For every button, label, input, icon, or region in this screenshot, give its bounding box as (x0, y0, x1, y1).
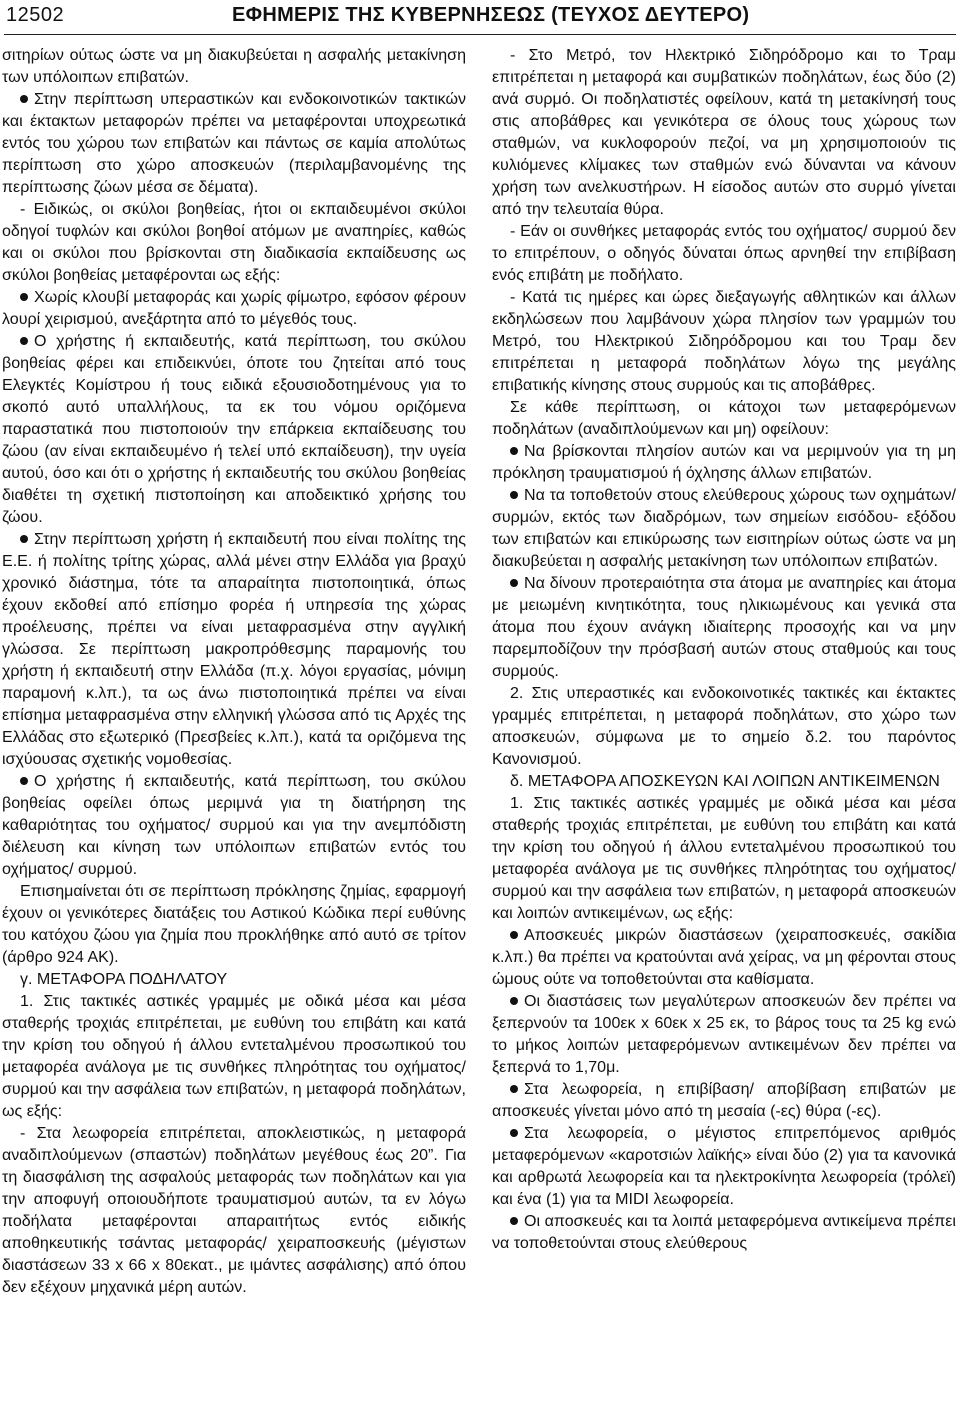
bullet-icon (20, 337, 28, 345)
paragraph (492, 286, 956, 396)
paragraph (2, 286, 466, 330)
paragraph (2, 198, 466, 286)
bullet-icon (510, 1129, 518, 1137)
paragraph-text: Ο χρήστης ή εκπαιδευτής, κατά περίπτωση, του σκύλου βοηθείας φέρει και επιδεικνύει, όποτε του ζητείται από τους Ελεγκτές Κομίστρου ή τους ειδικά εξουσιοδοτημένους για το σκοπό αυτό υπαλλήλους, τα εκ του νόμου οριζόμενα παραστατικά που πιστοποιούν την επάρκεια εκπαίδευσης του ζώου (αν είναι εκπαιδευμένο ή τελεί υπό εκπαίδευση), την υγεία αυτού, όσο και ότι ο χρήστης ή εκπαιδευτής του σκύλου βοηθείας διαθέτει τη σχετική πιστοποίηση και αποδεικτικό χρήσης του ζώου. (2, 332, 466, 526)
bullet-icon (20, 535, 28, 543)
paragraph (492, 792, 956, 924)
paragraph-text: 1. Στις τακτικές αστικές γραμμές με οδικά μέσα και μέσα σταθερής τροχιάς επιτρέπεται, με ευθύνη του επιβάτη και κατά την κρίση του οδηγού ή άλλου εντεταλμένου προσωπικού του μεταφορέα ανάλογα με τις συνθήκες πληρότητας του οχήματος/ συρμού και την ασφάλεια των επιβατών, η μεταφορά ποδηλάτων, ως εξής: (2, 992, 466, 1120)
bullet-icon (510, 579, 518, 587)
paragraph-text: 2. Στις υπεραστικές και ενδοκοινοτικές τακτικές και έκτακτες γραμμές επιτρέπεται, η μεταφορά ποδηλάτων, στο χώρο των αποσκευών, σύμφωνα με το σημείο δ.2. του παρόντος Κανονισμού. (492, 684, 956, 768)
bullet-icon (510, 997, 518, 1005)
paragraph (492, 990, 956, 1078)
paragraph-text: Επισημαίνεται ότι σε περίπτωση πρόκλησης ζημίας, εφαρμογή έχουν οι γενικότερες διατάξεις του Αστικού Κώδικα περί ευθύνης του κατόχου ζώου για ζημία που προκλήθηκε από αυτό σε τρίτον (άρθρο 924 ΑΚ). (2, 882, 466, 966)
right-column (492, 44, 956, 1420)
paragraph-text: - Στο Μετρό, τον Ηλεκτρικό Σιδηρόδρομο και το Τραμ επιτρέπεται η μεταφορά και συμβατικών ποδηλάτων, έως δύο (2) ανά συρμό. Οι ποδηλατιστές οφείλουν, κατά τη μετακίνησή τους στις αποβάθρες και γενικότερα σε όλους τους χώρους των σταθμών, να κυκλοφορούν πεζοί, να μη χρησιμοποιούν τις κυλιόμενες κλίμακες των σταθμών ενώ δύνανται να κάνουν χρήση των ανελκυστήρων. Η είσοδος αυτών στο συρμό γίνεται από την τελευταία θύρα. (492, 46, 956, 218)
paragraph-text: Οι διαστάσεις των μεγαλύτερων αποσκευών δεν πρέπει να ξεπερνούν τα 100εκ x 60εκ x 25 εκ, το βάρος τους τα 25 kg ενώ το μήκος λοιπών μεταφερόμενων αντικειμένων δεν πρέπει να ξεπερνά το 1,70μ. (492, 992, 956, 1076)
paragraph-text: Χωρίς κλουβί μεταφοράς και χωρίς φίμωτρο, εφόσον φέρουν λουρί χειρισμού, ανεξάρτητα από το μέγεθός τους. (2, 288, 466, 328)
paragraph (492, 1078, 956, 1122)
paragraph (492, 1210, 956, 1254)
paragraph (492, 44, 956, 220)
paragraph-text: - Κατά τις ημέρες και ώρες διεξαγωγής αθλητικών και άλλων εκδηλώσεων που λαμβάνουν χώρα πλησίον των γραμμών του Μετρό, του Ηλεκτρικού Σιδηρόδρομου και του Τραμ δεν επιτρέπεται η μεταφορά ποδηλάτων λόγω της μεγάλης επιβατικής κίνησης στους συρμούς και τις αποβάθρες. (492, 288, 956, 394)
bullet-icon (510, 1085, 518, 1093)
paragraph-text: γ. ΜΕΤΑΦΟΡΑ ΠΟΔΗΛΑΤΟΥ (20, 970, 228, 988)
header-rule (4, 34, 956, 35)
paragraph-text: σιτηρίων ούτως ώστε να μη διακυβεύεται η ασφαλής μετακίνηση των υπόλοιπων επιβατών. (2, 46, 466, 86)
paragraph-text: 1. Στις τακτικές αστικές γραμμές με οδικά μέσα και μέσα σταθερής τροχιάς επιτρέπεται, με ευθύνη του επιβάτη και κατά την κρίση του οδηγού ή άλλου εντεταλμένου προσωπικού του μεταφορέα ανάλογα με τις συνθήκες πληρότητας του οχήματος/ συρμού και την ασφάλεια των επιβατών, η μεταφορά αποσκευών και λοιπών αντικειμένων, ως εξής: (492, 794, 956, 922)
page-header (4, 2, 956, 32)
paragraph-text: δ. ΜΕΤΑΦΟΡΑ ΑΠΟΣΚΕΥΩΝ ΚΑΙ ΛΟΙΠΩΝ ΑΝΤΙΚΕΙΜΕΝΩΝ (510, 772, 940, 790)
gazette-title: ΕΦΗΜΕΡΙΣ ΤΗΣ ΚΥΒΕΡΝΗΣΕΩΣ (ΤΕΥΧΟΣ ΔΕΥΤΕΡΟ) (232, 4, 750, 26)
paragraph (2, 330, 466, 528)
paragraph (2, 44, 466, 88)
bullet-icon (510, 931, 518, 939)
paragraph (2, 770, 466, 880)
paragraph-text: Αποσκευές μικρών διαστάσεων (χειραποσκευές, σακίδια κ.λπ.) θα πρέπει να κρατούνται ανά χείρας, να μη φέρονται στους ώμους ούτε να τοποθετούνται στα καθίσματα. (492, 926, 956, 988)
paragraph (2, 1122, 466, 1298)
bullet-icon (20, 293, 28, 301)
paragraph (2, 880, 466, 968)
section-heading (492, 770, 956, 792)
paragraph-text: Στα λεωφορεία, ο μέγιστος επιτρεπόμενος αριθμός μεταφερόμενων «καροτσιών λαϊκής» είναι δύο (2) για τα κανονικά και αρθρωτά λεωφορεία και τα ηλεκτροκίνητα λεωφορεία (τρόλεϊ) και ένα (1) για τα MIDI λεωφορεία. (492, 1124, 956, 1208)
paragraph (492, 220, 956, 286)
paragraph-text: Σε κάθε περίπτωση, οι κάτοχοι των μεταφερόμενων ποδηλάτων (αναδιπλούμενων και μη) οφείλουν: (492, 398, 956, 438)
paragraph-text: Να τα τοποθετούν στους ελεύθερους χώρους των οχημάτων/ συρμών, εκτός των διαδρόμων, των σημείων εισόδου- εξόδου των επιβατών και επικύρωσης των εισιτηρίων ούτως ώστε να μη διακυβεύεται η ασφαλής μετακίνηση των υπόλοιπων επιβατών. (492, 486, 956, 570)
paragraph (2, 88, 466, 198)
paragraph (492, 396, 956, 440)
paragraph-text: Να δίνουν προτεραιότητα στα άτομα με αναπηρίες και άτομα με μειωμένη κινητικότητα, τους ηλικιωμένους και γενικά στα άτομα που έχουν ανάγκη ιδιαίτερης προσοχής και να μην παρεμποδίζουν την πρόσβασή αυτών στους σταθμούς και τους συρμούς. (492, 574, 956, 680)
bullet-icon (510, 447, 518, 455)
paragraph (492, 1122, 956, 1210)
bullet-icon (20, 777, 28, 785)
paragraph-text: Στην περίπτωση υπεραστικών και ενδοκοινοτικών τακτικών και έκτακτων μεταφορών πρέπει να μεταφέρονται υποχρεωτικά εντός του χώρου των επιβατών και πάντως σε καμία απολύτως περίπτωση στο χώρο αποσκευών (περιλαμβανομένης της περίπτωσης ζώων μέσα σε δέματα). (2, 90, 466, 196)
paragraph (492, 924, 956, 990)
paragraph (492, 440, 956, 484)
paragraph-text: - Ειδικώς, οι σκύλοι βοηθείας, ήτοι οι εκπαιδευμένοι σκύλοι οδηγοί τυφλών και σκύλοι βοηθοί ατόμων με αναπηρίες, καθώς και οι σκύλοι που βρίσκονται στη διαδικασία εκπαίδευσης ως σκύλοι βοηθείας μεταφέρονται ως εξής: (2, 200, 466, 284)
left-column (2, 44, 466, 1420)
paragraph (492, 682, 956, 770)
paragraph-text: Να βρίσκονται πλησίον αυτών και να μεριμνούν για τη μη πρόκληση τραυματισμού ή όχλησης άλλων επιβατών. (492, 442, 956, 482)
paragraph (492, 572, 956, 682)
paragraph-text: Στην περίπτωση χρήστη ή εκπαιδευτή που είναι πολίτης της Ε.Ε. ή πολίτης τρίτης χώρας, αλλά μένει στην Ελλάδα για βραχύ χρονικό διάστημα, τότε τα απαραίτητα πιστοποιητικά, όπως έχουν εκδοθεί από επίσημο φορέα ή υπηρεσία της χώρας προέλευσης, πρέπει να είναι μεταφρασμένα στην αγγλική γλώσσα. Σε περίπτωση μακροπρόθεσμης παραμονής του χρήστη ή εκπαιδευτή στην Ελλάδα (π.χ. λόγοι εργασίας, μόνιμη παραμονή κ.λπ.), τα ως άνω πιστοποιητικά πρέπει να είναι επίσημα μεταφρασμένα στην ελληνική γλώσσα από τις Αρχές της Ελλάδας στο εξωτερικό (Πρεσβείες κ.λπ.), κατά τα οριζόμενα της ισχύουσας σχετικής νομοθεσίας. (2, 530, 466, 768)
bullet-icon (510, 1217, 518, 1225)
paragraph-text: Ο χρήστης ή εκπαιδευτής, κατά περίπτωση, του σκύλου βοηθείας οφείλει όπως μεριμνά για τη διατήρηση της καθαριότητας του οχήματος/ συρμού και για την ανεμπόδιστη διέλευση και κίνηση των υπόλοιπων επιβατών εντός του οχήματος/ συρμού. (2, 772, 466, 878)
paragraph (2, 528, 466, 770)
section-heading (2, 968, 466, 990)
paragraph-text: - Στα λεωφορεία επιτρέπεται, αποκλειστικώς, η μεταφορά αναδιπλούμενων (σπαστών) ποδηλάτων μεγέθους έως 20”. Για τη διασφάλιση της ασφαλούς μεταφοράς των ποδηλάτων και για την αποφυγή οποιουδήποτε τραυματισμού αυτών, τα εν λόγω ποδήλατα μεταφέρονται απαραιτήτως εντός ειδικής αποθηκευτικής τσάντας μεταφοράς/ χειραποσκευής (μέγιστων διαστάσεων 33 x 66 x 80εκατ., με ιμάντες ασφάλισης) από όπου δεν εξέχουν μηχανικά μέρη αυτών. (2, 1124, 466, 1296)
paragraph-text: Στα λεωφορεία, η επιβίβαση/ αποβίβαση επιβατών με αποσκευές γίνεται μόνο από τη μεσαία (-ες) θύρα (-ες). (492, 1080, 956, 1120)
bullet-icon (510, 491, 518, 499)
page-number: 12502 (6, 4, 65, 26)
paragraph-text: Οι αποσκευές και τα λοιπά μεταφερόμενα αντικείμενα πρέπει να τοποθετούνται στους ελεύθερους (492, 1212, 956, 1252)
paragraph (492, 484, 956, 572)
paragraph (2, 990, 466, 1122)
bullet-icon (20, 95, 28, 103)
paragraph-text: - Εάν οι συνθήκες μεταφοράς εντός του οχήματος/ συρμού δεν το επιτρέπουν, ο οδηγός δύναται όπως αρνηθεί την επιβίβαση ενός επιβάτη με ποδήλατο. (492, 222, 956, 284)
